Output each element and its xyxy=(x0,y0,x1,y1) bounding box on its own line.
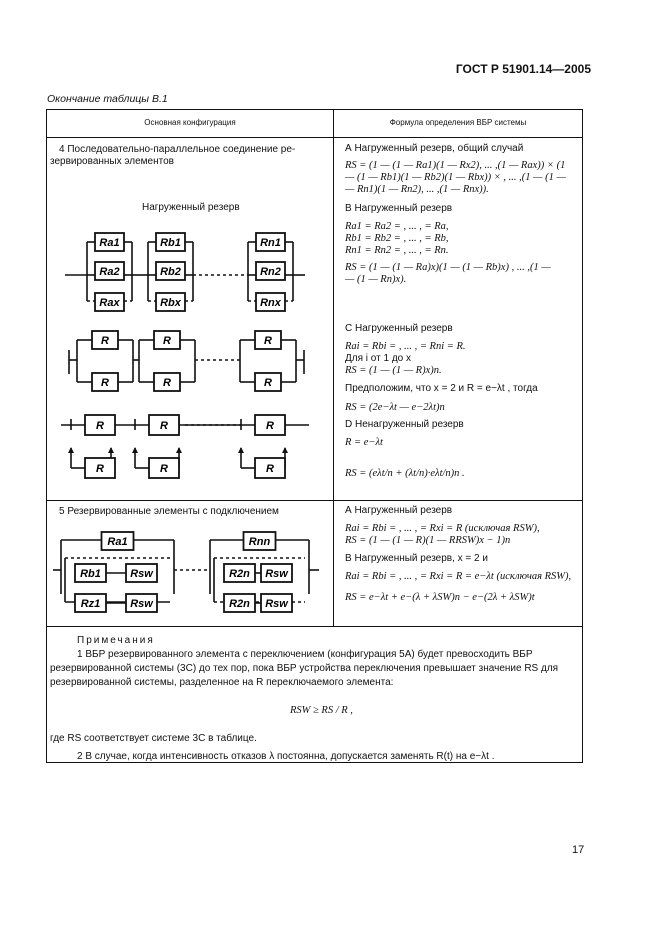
col1-header: Основная конфигурация xyxy=(144,118,236,127)
f4b-line3: Rn1 = Rn2 = , ... , = Rn. xyxy=(345,245,449,256)
f4b-head: В Нагруженный резерв xyxy=(345,203,453,214)
note1-line4: где RS соответствует системе 3С в таблице. xyxy=(50,733,257,744)
block-r xyxy=(85,415,115,435)
note1-line3: резервированной системы, разделенное на R переключаемого элемента: xyxy=(50,677,394,688)
block-label: Rb1 xyxy=(80,568,101,580)
note1-formula: RSW ≥ RS / R , xyxy=(290,705,353,716)
block-r xyxy=(92,373,118,391)
block-label: R xyxy=(163,377,171,389)
arrow-icon xyxy=(238,447,244,453)
page-number: 17 xyxy=(572,844,585,856)
block-r xyxy=(154,373,180,391)
block-switch xyxy=(261,564,292,582)
block-label: Rnn xyxy=(248,536,271,548)
block-rn2 xyxy=(256,262,285,280)
block-label: Rsw xyxy=(130,568,153,580)
block-main xyxy=(224,564,255,582)
arrow-icon xyxy=(132,447,138,453)
block-switch xyxy=(126,564,157,582)
block-label: R2n xyxy=(229,598,250,610)
arrow-icon xyxy=(282,447,288,453)
block-label: R xyxy=(266,420,274,432)
f4c-line4: Предположим, что x = 2 и R = e−λt , тогда xyxy=(345,383,538,394)
block-label: R xyxy=(266,463,274,475)
f4b-line1: Ra1 = Ra2 = , ... , = Ra, xyxy=(345,221,449,232)
block-r xyxy=(85,458,115,478)
notes-title: Примечания xyxy=(77,635,155,646)
block-ra2 xyxy=(95,262,124,280)
block-label: R xyxy=(160,420,168,432)
arrow-icon xyxy=(108,447,114,453)
f4a-line2: — (1 — Rb1)(1 — Rb2)(1 — Rbx)) × , ... ,(1 — (1 — xyxy=(345,172,566,183)
f5b-head: В Нагруженный резерв, x = 2 и xyxy=(345,553,488,564)
config4-title-1: 4 Последовательно-параллельное соединение ре- xyxy=(59,144,296,155)
notes xyxy=(47,634,582,764)
block-switch xyxy=(261,594,292,612)
note2: 2 В случае, когда интенсивность отказов λ постоянна, допускается заменять R(t) на e−λt . xyxy=(77,751,495,762)
document-code: ГОСТ Р 51901.14—2005 xyxy=(455,62,591,76)
block-label: Rz1 xyxy=(80,598,101,610)
block-r xyxy=(154,331,180,349)
table-b1 xyxy=(46,109,583,763)
block-label: Rn1 xyxy=(260,237,281,249)
f4a-line1: RS = (1 — (1 — Ra1)(1 — Rx2), ... ,(1 — Rax)) × (1 xyxy=(345,160,566,171)
block-label: R2n xyxy=(229,568,250,580)
configuration-diagrams xyxy=(47,110,333,626)
block-main xyxy=(75,564,106,582)
f4b-line4: RS = (1 — (1 — Ra)x)(1 — (1 — Rb)x) , ... ,(1 — xyxy=(345,262,551,273)
block-r xyxy=(149,415,179,435)
block-label: Rsw xyxy=(265,568,288,580)
f5b-line2: RS = e−λt + e−(λ + λSW)n − e−(2λ + λSW)t xyxy=(345,592,535,603)
f4a-line3: — Rn1)(1 — Rn2), ... ,(1 — Rnx)). xyxy=(345,184,489,195)
block-r xyxy=(255,415,285,435)
block-main xyxy=(75,594,106,612)
f4c-line3: RS = (1 — (1 — R)x)n. xyxy=(345,365,442,376)
f5a-line1: Rai = Rbi = , ... , = Rxi = R (исключая RSW), xyxy=(345,523,540,534)
f4d-line2: RS = (eλt/n + (λt/n)·eλt/n)n . xyxy=(345,468,465,479)
f4c-line5: RS = (2e−λt — e−2λt)n xyxy=(345,402,445,413)
note1-line2: резервированной системы (3С) до тех пор, пока ВБР устройства переключения превышает значение RS для xyxy=(50,663,559,674)
arrow-icon xyxy=(176,447,182,453)
config4-subtitle: Нагруженный резерв xyxy=(142,202,240,213)
block-label: Rbx xyxy=(160,297,181,309)
table-caption: Окончание таблицы В.1 xyxy=(47,93,168,105)
block-r xyxy=(92,331,118,349)
f5a-line2: RS = (1 — (1 — R)(1 — RRSW)x − 1)n xyxy=(345,535,511,546)
config5-title: 5 Резервированные элементы с подключением xyxy=(59,506,279,517)
block-r xyxy=(149,458,179,478)
block-rb2 xyxy=(156,262,185,280)
f5a-head: А Нагруженный резерв xyxy=(345,505,453,516)
block-label: R xyxy=(264,377,272,389)
block-top xyxy=(102,532,134,550)
f5b-line1: Rai = Rbi = , ... , = Rxi = R = e−λt (исключая RSW), xyxy=(345,571,572,582)
block-rb1 xyxy=(156,233,185,251)
f4c-line1: Rai = Rbi = , ... , = Rni = R. xyxy=(345,341,466,352)
block-label: R xyxy=(101,335,109,347)
block-label: Ra1 xyxy=(99,237,120,249)
block-r xyxy=(255,331,281,349)
f4d-line1: R = e−λt xyxy=(345,437,383,448)
f4d-head: D Ненагруженный резерв xyxy=(345,419,464,430)
block-rax xyxy=(95,293,124,311)
block-label: Rnx xyxy=(260,297,281,309)
block-label: R xyxy=(264,335,272,347)
block-top xyxy=(244,532,276,550)
block-r xyxy=(255,458,285,478)
block-label: Ra2 xyxy=(99,266,120,278)
column-divider xyxy=(333,110,334,627)
block-label: Rax xyxy=(99,297,120,309)
block-label: R xyxy=(96,420,104,432)
block-label: Ra1 xyxy=(107,536,128,548)
block-label: R xyxy=(163,335,171,347)
block-rn1 xyxy=(256,233,285,251)
block-rbx xyxy=(156,293,185,311)
block-switch xyxy=(126,594,157,612)
block-r xyxy=(255,373,281,391)
block-label: R xyxy=(96,463,104,475)
f4a-head: А Нагруженный резерв, общий случай xyxy=(345,143,524,154)
f4b-line2: Rb1 = Rb2 = , ... , = Rb, xyxy=(345,233,449,244)
note1-line1: 1 ВБР резервированного элемента с переключением (конфигурация 5А) будет превосходить ВБР xyxy=(77,649,533,660)
block-label: R xyxy=(160,463,168,475)
f4c-line2: Для i от 1 до x xyxy=(345,353,412,364)
block-label: R xyxy=(101,377,109,389)
col2-header: Формула определения ВБР системы xyxy=(389,118,527,127)
block-ra1 xyxy=(95,233,124,251)
block-rnx xyxy=(256,293,285,311)
block-main xyxy=(224,594,255,612)
notes-divider xyxy=(47,626,582,627)
block-label: Rb1 xyxy=(160,237,181,249)
arrow-icon xyxy=(68,447,74,453)
f4b-line5: — (1 — Rn)x). xyxy=(345,274,407,285)
block-label: Rsw xyxy=(265,598,288,610)
f4c-head: С Нагруженный резерв xyxy=(345,323,453,334)
block-label: Rn2 xyxy=(260,266,281,278)
config4-title-2: зервированных элементов xyxy=(50,156,174,167)
block-label: Rb2 xyxy=(160,266,181,278)
block-label: Rsw xyxy=(130,598,153,610)
